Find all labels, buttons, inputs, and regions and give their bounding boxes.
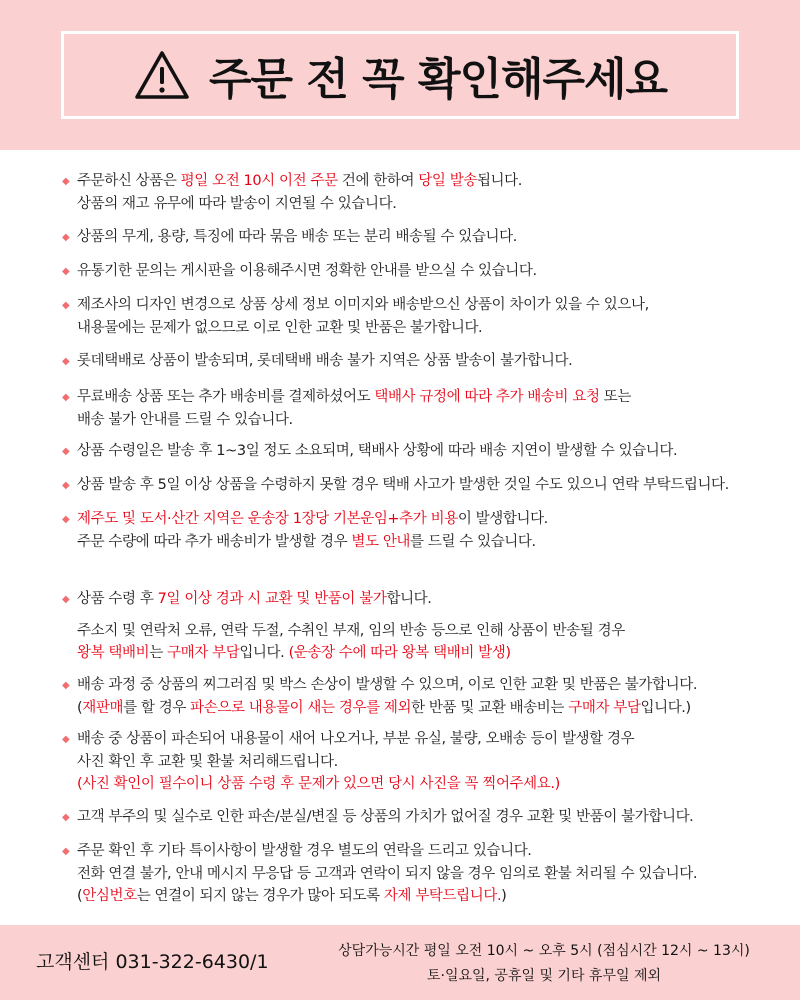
notice-text: 이 발생합니다. <box>457 511 548 527</box>
notice-item <box>62 806 693 829</box>
highlight-text: 택배사 규정에 따라 추가 배송비 요청 <box>374 389 600 405</box>
notice-text: 주문 확인 후 기타 특이사항이 발생할 경우 별도의 연락을 드리고 있습니다. <box>77 843 532 859</box>
diamond-bullet-icon: ◆ <box>62 734 70 745</box>
notice-item <box>62 350 572 373</box>
notice-line <box>62 806 693 829</box>
highlight-text: 왕복 택배비 <box>77 645 150 661</box>
footer-banner <box>0 925 800 1000</box>
notice-item <box>62 226 517 249</box>
business-hours-holiday: 토·일요일, 공휴일 및 기타 휴무일 제외 <box>426 968 661 984</box>
warning-icon <box>133 49 191 101</box>
highlight-text: 구매자 부담 <box>568 700 641 716</box>
notice-item <box>62 508 548 553</box>
notice-text: 내용물에는 문제가 없으므로 이로 인한 교환 및 반품은 불가합니다. <box>77 320 483 336</box>
customer-center: 고객센터 031-322-6430/1 <box>36 951 269 973</box>
notice-text: 입니다.) <box>640 700 691 716</box>
notice-text: 는 연결이 되지 않는 경우가 많아 되도록 <box>136 888 384 904</box>
notice-text: 주소지 및 연락처 오류, 연락 두절, 수취인 부재, 임의 반송 등으로 인해 상품이 반송될 경우 <box>77 623 625 639</box>
diamond-bullet-icon: ◆ <box>62 680 70 691</box>
highlight-text: 안심번호 <box>82 888 137 904</box>
diamond-bullet-icon: ◆ <box>62 232 70 243</box>
notice-text: 전화 연결 불가, 안내 메시지 무응답 등 고객과 연락이 되지 않을 경우 임의로 환불 처리될 수 있습니다. <box>77 866 698 882</box>
header-title-box <box>61 31 739 119</box>
diamond-bullet-icon: ◆ <box>62 392 70 403</box>
notice-text: 합니다. <box>386 591 432 607</box>
notice-item <box>62 170 522 215</box>
notice-item <box>62 386 631 431</box>
notice-line <box>62 193 522 215</box>
notice-text: 사진 확인 후 교환 및 환불 처리해드립니다. <box>77 754 338 770</box>
notice-line <box>62 642 625 664</box>
notice-line <box>62 350 572 373</box>
notice-line <box>62 170 522 193</box>
diamond-bullet-icon: ◆ <box>62 480 70 491</box>
notice-item <box>62 474 729 497</box>
notice-line <box>62 588 432 611</box>
business-hours <box>318 939 770 989</box>
highlight-text: 평일 오전 10시 이전 주문 <box>180 173 338 189</box>
notice-item <box>62 620 625 664</box>
notice-text: 또는 <box>599 389 631 405</box>
diamond-bullet-icon: ◆ <box>62 176 70 187</box>
notice-line <box>62 697 697 719</box>
highlight-text: 별도 안내 <box>351 534 411 550</box>
notice-line <box>62 294 649 317</box>
page-title: 주문 전 꼭 확인해주세요 <box>209 54 667 105</box>
notice-text: ( <box>77 700 83 716</box>
highlight-text: 파손으로 내용물이 새는 경우를 제외 <box>190 700 412 716</box>
notice-text: 건에 한하여 <box>337 173 419 189</box>
notice-line <box>62 674 697 697</box>
notice-text: 배송 불가 안내를 드릴 수 있습니다. <box>77 412 293 428</box>
notice-line <box>62 773 634 795</box>
notice-line <box>62 440 677 463</box>
diamond-bullet-icon: ◆ <box>62 594 70 605</box>
diamond-bullet-icon: ◆ <box>62 356 70 367</box>
notice-text: 고객 부주의 및 실수로 인한 파손/분실/변질 등 상품의 가치가 없어질 경우 교환 및 반품이 불가합니다. <box>77 809 694 825</box>
notice-line <box>62 840 697 863</box>
notice-line <box>62 386 631 409</box>
highlight-text: 당일 발송 <box>418 173 477 189</box>
diamond-bullet-icon: ◆ <box>62 300 70 311</box>
notice-text: 롯데택배로 상품이 발송되며, 롯데택배 배송 불가 지역은 상품 발송이 불가합니다. <box>77 353 573 369</box>
notice-line <box>62 728 634 751</box>
notice-item <box>62 260 537 283</box>
notice-line <box>62 531 548 553</box>
diamond-bullet-icon: ◆ <box>62 812 70 823</box>
header-banner <box>0 0 800 150</box>
notice-line <box>62 474 729 497</box>
notice-text: 상품의 재고 유무에 따라 발송이 지연될 수 있습니다. <box>77 196 397 212</box>
notice-line <box>62 751 634 773</box>
notice-text: 를 드릴 수 있습니다. <box>410 534 536 550</box>
diamond-bullet-icon: ◆ <box>62 446 70 457</box>
highlight-text: 자제 부탁드립니다. <box>383 888 502 904</box>
notice-text: 주문하신 상품은 <box>77 173 181 189</box>
notice-item <box>62 294 649 339</box>
notice-text: 무료배송 상품 또는 추가 배송비를 결제하셨어도 <box>77 389 375 405</box>
notice-line <box>62 226 517 249</box>
highlight-text: 제주도 및 도서·산간 지역은 운송장 1장당 기본운임+추가 비용 <box>77 511 458 527</box>
notice-text: 됩니다. <box>476 173 522 189</box>
notice-text: 유통기한 문의는 게시판을 이용해주시면 정확한 안내를 받으실 수 있습니다. <box>77 263 537 279</box>
notice-text: ) <box>501 888 507 904</box>
notice-line <box>62 863 697 885</box>
notice-text: 를 할 경우 <box>123 700 191 716</box>
notice-line <box>62 260 537 283</box>
notice-line <box>62 620 625 642</box>
notice-item <box>62 840 697 907</box>
notice-text: ( <box>77 888 83 904</box>
notice-line <box>62 317 649 339</box>
notice-line <box>62 885 697 907</box>
notice-line <box>62 409 631 431</box>
highlight-text: (사진 확인이 필수이니 상품 수령 후 문제가 있으면 당시 사진을 꼭 찍어주세요.) <box>77 776 560 792</box>
notice-text: 상품 수령 후 <box>77 591 158 607</box>
highlight-text: (운송장 수에 따라 왕복 택배비 발생) <box>288 645 511 661</box>
diamond-bullet-icon: ◆ <box>62 846 70 857</box>
notice-text: 상품 발송 후 5일 이상 상품을 수령하지 못할 경우 택배 사고가 발생한 것일 수도 있으니 연락 부탁드립니다. <box>77 477 729 493</box>
notice-text: 한 반품 및 교환 배송비는 <box>411 700 569 716</box>
notice-text: 상품 수령일은 발송 후 1~3일 정도 소요되며, 택배사 상황에 따라 배송 지연이 발생할 수 있습니다. <box>77 443 678 459</box>
notice-line <box>62 508 548 531</box>
notice-text: 상품의 무게, 용량, 특징에 따라 묶음 배송 또는 분리 배송될 수 있습니다. <box>77 229 517 245</box>
notice-text: 는 <box>149 645 168 661</box>
notice-text: 제조사의 디자인 변경으로 상품 상세 정보 이미지와 배송받으신 상품이 차이가 있을 수 있으나, <box>77 297 649 313</box>
highlight-text: 구매자 부담 <box>167 645 240 661</box>
notice-text: 입니다. <box>239 645 289 661</box>
notice-text: 배송 과정 중 상품의 찌그러짐 및 박스 손상이 발생할 수 있으며, 이로 인한 교환 및 반품은 불가합니다. <box>77 677 698 693</box>
diamond-bullet-icon: ◆ <box>62 266 70 277</box>
diamond-bullet-icon: ◆ <box>62 514 70 525</box>
notice-text: 주문 수량에 따라 추가 배송비가 발생할 경우 <box>77 534 352 550</box>
notice-item <box>62 588 432 611</box>
highlight-text: 재판매 <box>82 700 124 716</box>
notice-item <box>62 728 634 795</box>
notice-text: 배송 중 상품이 파손되어 내용물이 새어 나오거나, 부분 유실, 불량, 오배송 등이 발생할 경우 <box>77 731 635 747</box>
highlight-text: 7일 이상 경과 시 교환 및 반품이 불가 <box>157 591 387 607</box>
notice-item <box>62 674 697 719</box>
business-hours-weekday: 상담가능시간 평일 오전 10시 ~ 오후 5시 (점심시간 12시 ~ 13시) <box>338 943 750 959</box>
notice-item <box>62 440 677 463</box>
